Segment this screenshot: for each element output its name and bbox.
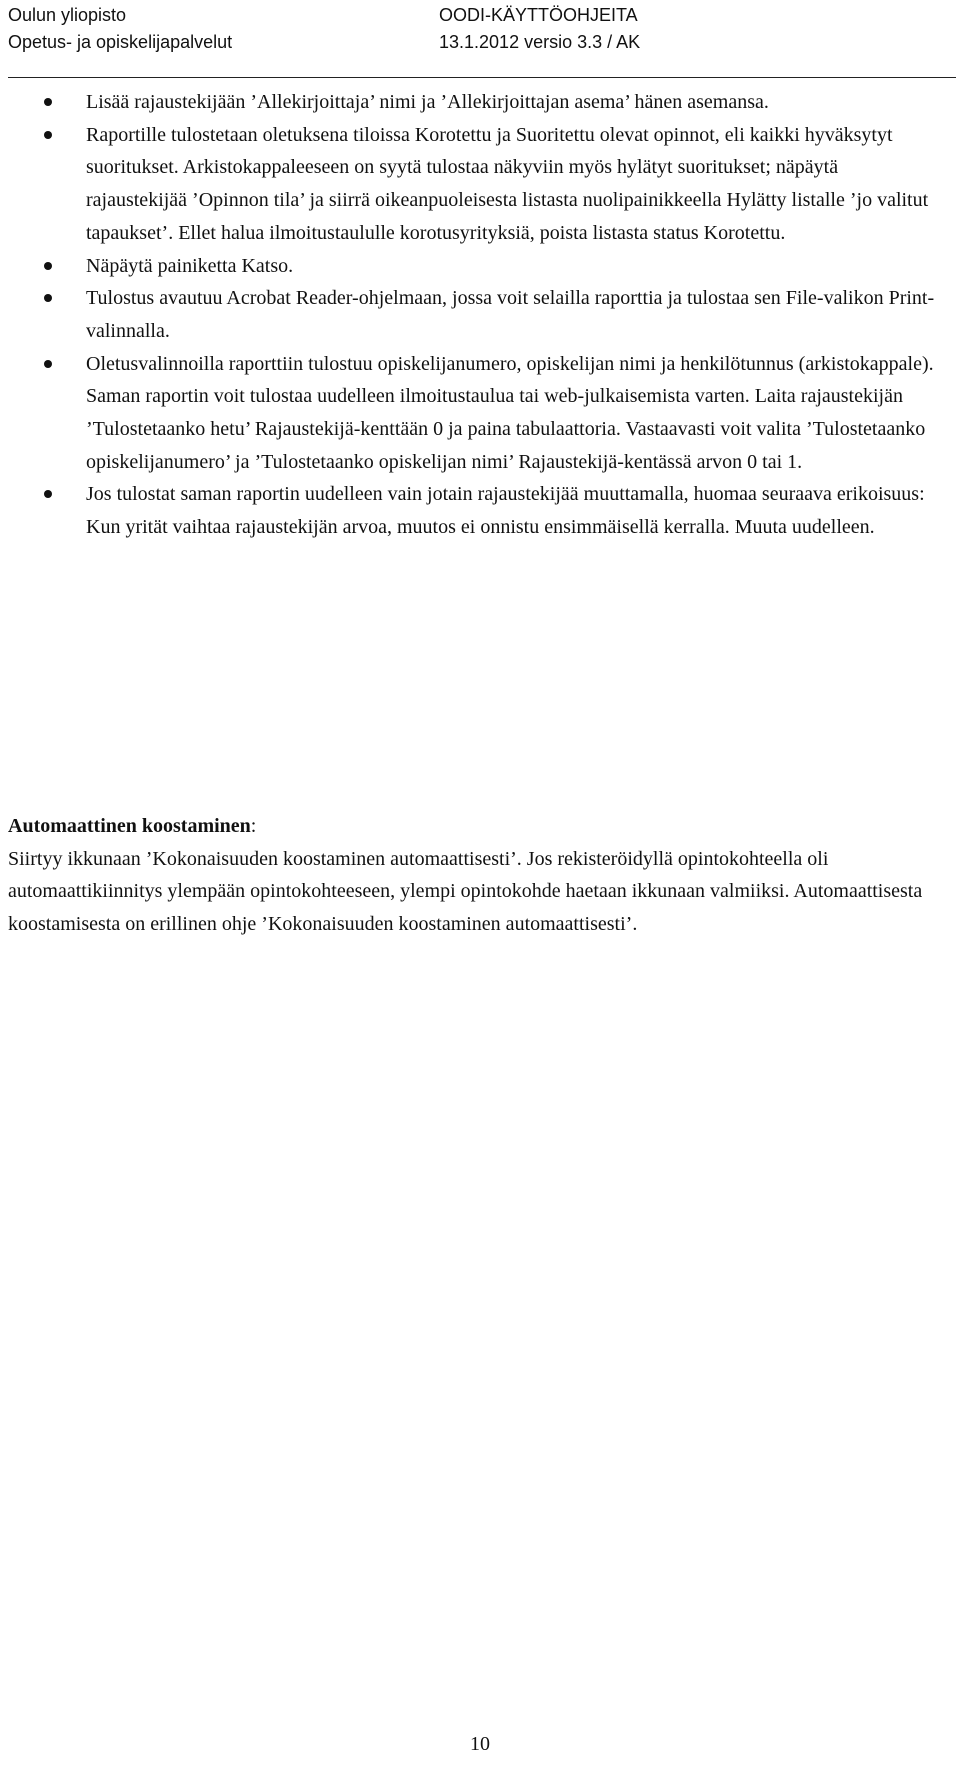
list-item xyxy=(0,86,960,119)
automatic-compilation-section xyxy=(8,810,948,941)
bullet-icon xyxy=(44,262,52,270)
list-item xyxy=(0,119,960,250)
bullet-icon xyxy=(44,294,52,302)
header-department: Opetus- ja opiskelijapalvelut xyxy=(8,32,233,52)
header-organization: Oulun yliopisto xyxy=(8,5,127,25)
bullet-icon xyxy=(44,490,52,498)
section-title-colon: : xyxy=(250,815,257,837)
list-item xyxy=(0,478,960,543)
list-item xyxy=(0,282,960,347)
instruction-list xyxy=(0,86,960,544)
header-document-title: OODI-KÄYTTÖOHJEITA xyxy=(439,5,638,25)
list-item xyxy=(0,250,960,283)
section-heading xyxy=(8,810,948,843)
bullet-icon xyxy=(44,360,52,368)
header-left xyxy=(8,2,232,56)
bullet-icon xyxy=(44,98,52,106)
list-item-text: Oletusvalinnoilla raporttiin tulostuu opiskelijanumero, opiskelijan nimi ja henkilötunnus (arkistokappale). Saman raportin voit tulostaa uudelleen ilmoitustaulua tai web-julkaisemista varten. Laita rajaustekijän ’Tulostetaanko hetu’ Rajaustekijä-kenttään 0 ja paina tabulaattoria. Vastaavasti voit valita ’Tulostetaanko opiskelijanumero’ ja ’Tulostetaanko opiskelijan nimi’ Rajaustekijä-kentässä arvon 0 tai 1. xyxy=(86,352,934,473)
list-item-text: Tulostus avautuu Acrobat Reader-ohjelmaan, jossa voit selailla raporttia ja tulostaa sen File-valikon Print-valinnalla. xyxy=(86,287,935,342)
header-version: 13.1.2012 versio 3.3 / AK xyxy=(439,32,641,52)
list-item xyxy=(0,348,960,479)
section-title: Automaattinen koostaminen xyxy=(8,815,251,837)
list-item-text: Lisää rajaustekijään ’Allekirjoittaja’ nimi ja ’Allekirjoittajan asema’ hänen asemansa. xyxy=(86,91,769,113)
list-item-text: Jos tulostat saman raportin uudelleen vain jotain rajaustekijää muuttamalla, huomaa seuraava erikoisuus: Kun yrität vaihtaa rajaustekijän arvoa, muutos ei onnistu ensimmäisellä kerralla. Muuta uudelleen. xyxy=(86,483,925,539)
list-item-text: Raportille tulostetaan oletuksena tiloissa Korotettu ja Suoritettu olevat opinnot, eli kaikki hyväksytyt suoritukset. Arkistokappaleeseen on syytä tulostaa näkyviin myös hylätyt suoritukset; näpäytä rajaustekijää ’Opinnon tila’ ja siirrä oikeanpuoleisesta listasta nuolipainikkeella Hylätty listalle ’jo valitut tapaukset’. Ellet halua ilmoitustaululle korotusyrityksiä, poista listasta status Korotettu. xyxy=(86,123,929,244)
section-body: Siirtyy ikkunaan ’Kokonaisuuden koostaminen automaattisesti’. Jos rekisteröidyllä opintokohteella oli automaattikiinnitys ylempään opintokohteeseen, ylempi opintokohde haetaan ikkunaan valmiiksi. Automaattisesta koostamisesta on erillinen ohje ’Kokonaisuuden koostaminen automaattisesti’. xyxy=(8,847,923,936)
bullet-icon xyxy=(44,131,52,139)
list-item-text: Näpäytä painiketta Katso. xyxy=(86,254,294,277)
header-right xyxy=(439,2,640,56)
header-divider xyxy=(8,77,956,78)
page-number: 10 xyxy=(470,1733,490,1755)
